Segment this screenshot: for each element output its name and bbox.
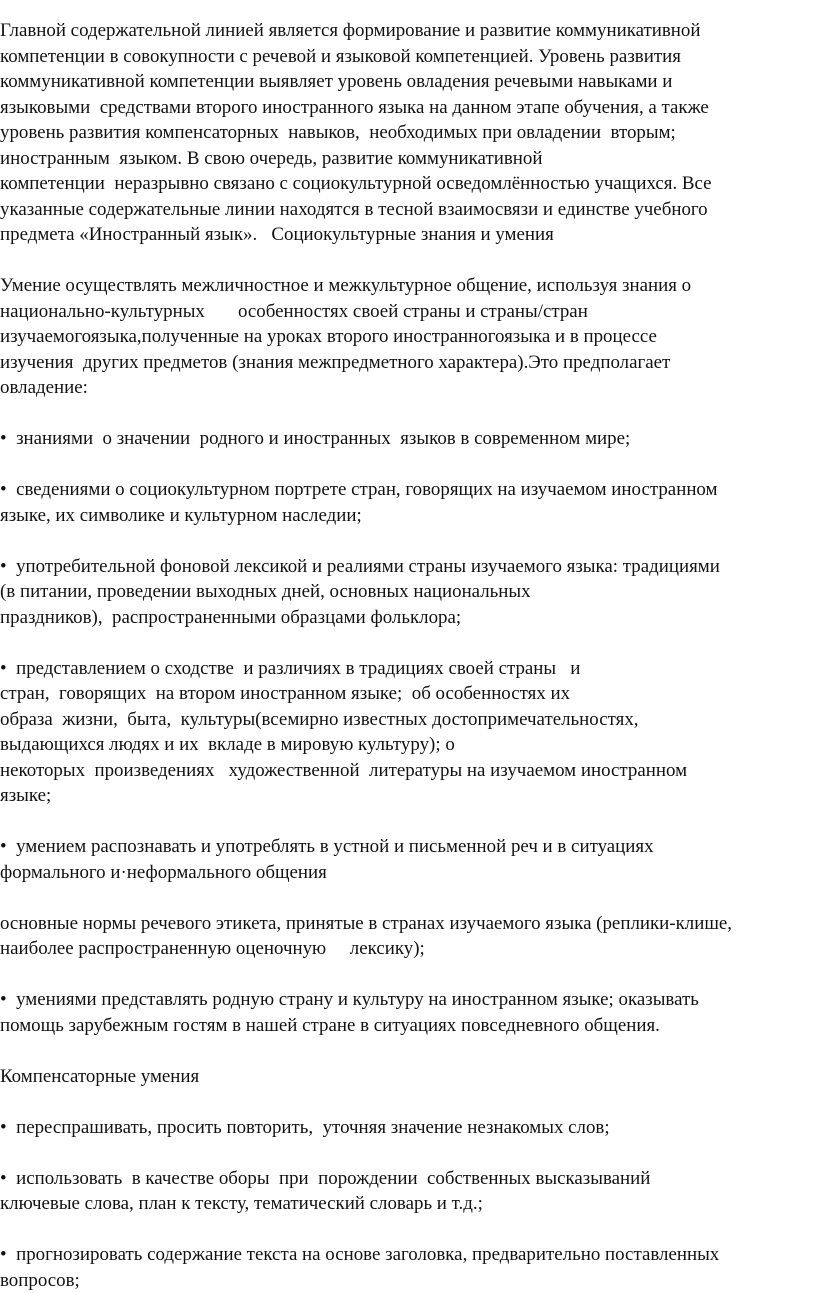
text-line: языковыми средствами второго иностранного языка на данном этапе обучения, а также bbox=[0, 95, 812, 121]
text-line: • прогнозировать содержание текста на основе заголовка, предварительно поставленных bbox=[0, 1242, 812, 1268]
text-line: (в питании, проведении выходных дней, основных национальных bbox=[0, 579, 812, 605]
text-line: • представлением о сходстве и различиях в традициях своей страны и bbox=[0, 656, 812, 682]
text-line: вопросов; bbox=[0, 1268, 812, 1293]
text-line: выдающихся людях и их вкладе в мировую культуру); о bbox=[0, 732, 812, 758]
text-line: коммуникативной компетенции выявляет уровень овладения речевыми навыками и bbox=[0, 69, 812, 95]
document-page bbox=[0, 18, 816, 1293]
text-line: предмета «Иностранный язык». Социокультурные знания и умения bbox=[0, 222, 812, 248]
paragraph-gap bbox=[0, 1038, 816, 1064]
text-line: • умениями представлять родную страну и культуру на иностранном языке; оказывать bbox=[0, 987, 812, 1013]
text-line: изучаемогоязыка,полученные на уроках второго иностранногоязыка и в процессе bbox=[0, 324, 812, 350]
text-line: уровень развития компенсаторных навыков, необходимых при овладении вторым; bbox=[0, 120, 812, 146]
intro-paragraph bbox=[0, 18, 816, 248]
paragraph-gap bbox=[0, 962, 816, 988]
text-line: • сведениями о социокультурном портрете стран, говорящих на изучаемом иностранном bbox=[0, 477, 812, 503]
paragraph-gap bbox=[0, 1089, 816, 1115]
bullet-item bbox=[0, 426, 816, 452]
sociocultural-paragraph bbox=[0, 273, 816, 401]
norms-paragraph bbox=[0, 911, 816, 962]
paragraph-gap bbox=[0, 452, 816, 478]
bullet-item bbox=[0, 554, 816, 631]
text-line: изучения других предметов (знания межпредметного характера).Это предполагает bbox=[0, 350, 812, 376]
paragraph-gap bbox=[0, 630, 816, 656]
text-line: наиболее распространенную оценочную лексику); bbox=[0, 936, 812, 962]
text-line: • использовать в качестве оборы при порождении собственных высказываний bbox=[0, 1166, 812, 1192]
text-line: компетенции неразрывно связано с социокультурной осведомлённостью учащихся. Все bbox=[0, 171, 812, 197]
text-line: • умением распознавать и употреблять в устной и письменной реч и в ситуациях bbox=[0, 834, 812, 860]
text-line: некоторых произведениях художественной литературы на изучаемом иностранном bbox=[0, 758, 812, 784]
text-line: языке; bbox=[0, 783, 812, 809]
text-line: • переспрашивать, просить повторить, уточняя значение незнакомых слов; bbox=[0, 1115, 812, 1141]
bullet-item bbox=[0, 1242, 816, 1293]
section-heading: Компенсаторные умения bbox=[0, 1064, 812, 1090]
paragraph-gap bbox=[0, 248, 816, 274]
text-line: помощь зарубежным гостям в нашей стране в ситуациях повседневного общения. bbox=[0, 1013, 812, 1039]
text-line: компетенции в совокупности с речевой и языковой компетенцией. Уровень развития bbox=[0, 44, 812, 70]
text-line: языке, их символике и культурном наследии; bbox=[0, 503, 812, 529]
text-line: праздников), распространенными образцами фольклора; bbox=[0, 605, 812, 631]
paragraph-gap bbox=[0, 401, 816, 427]
text-line: • знаниями о значении родного и иностранных языков в современном мире; bbox=[0, 426, 812, 452]
bullet-item bbox=[0, 987, 816, 1038]
text-line: указанные содержательные линии находятся в тесной взаимосвязи и единстве учебного bbox=[0, 197, 812, 223]
text-line: основные нормы речевого этикета, принятые в странах изучаемого языка (реплики-клише, bbox=[0, 911, 812, 937]
paragraph-gap bbox=[0, 809, 816, 835]
text-line: стран, говорящих на втором иностранном языке; об особенностях их bbox=[0, 681, 812, 707]
text-line: Главной содержательной линией является формирование и развитие коммуникативной bbox=[0, 18, 812, 44]
text-line: овладение: bbox=[0, 375, 812, 401]
bullet-item bbox=[0, 477, 816, 528]
paragraph-gap bbox=[0, 528, 816, 554]
text-line: образа жизни, быта, культуры(всемирно известных достопримечательностях, bbox=[0, 707, 812, 733]
bullet-item bbox=[0, 656, 816, 809]
text-line: иностранным языком. В свою очередь, развитие коммуникативной bbox=[0, 146, 812, 172]
text-line: формального и·неформального общения bbox=[0, 860, 812, 886]
paragraph-gap bbox=[0, 1140, 816, 1166]
paragraph-gap bbox=[0, 885, 816, 911]
text-line: национально-культурных особенностях своей страны и страны/стран bbox=[0, 299, 812, 325]
bullet-item bbox=[0, 834, 816, 885]
text-line: ключевые слова, план к тексту, тематический словарь и т.д.; bbox=[0, 1191, 812, 1217]
paragraph-gap bbox=[0, 1217, 816, 1243]
text-line: Умение осуществлять межличностное и межкультурное общение, используя знания о bbox=[0, 273, 812, 299]
text-line: • употребительной фоновой лексикой и реалиями страны изучаемого языка: традициями bbox=[0, 554, 812, 580]
bullet-item bbox=[0, 1115, 816, 1141]
bullet-item bbox=[0, 1166, 816, 1217]
